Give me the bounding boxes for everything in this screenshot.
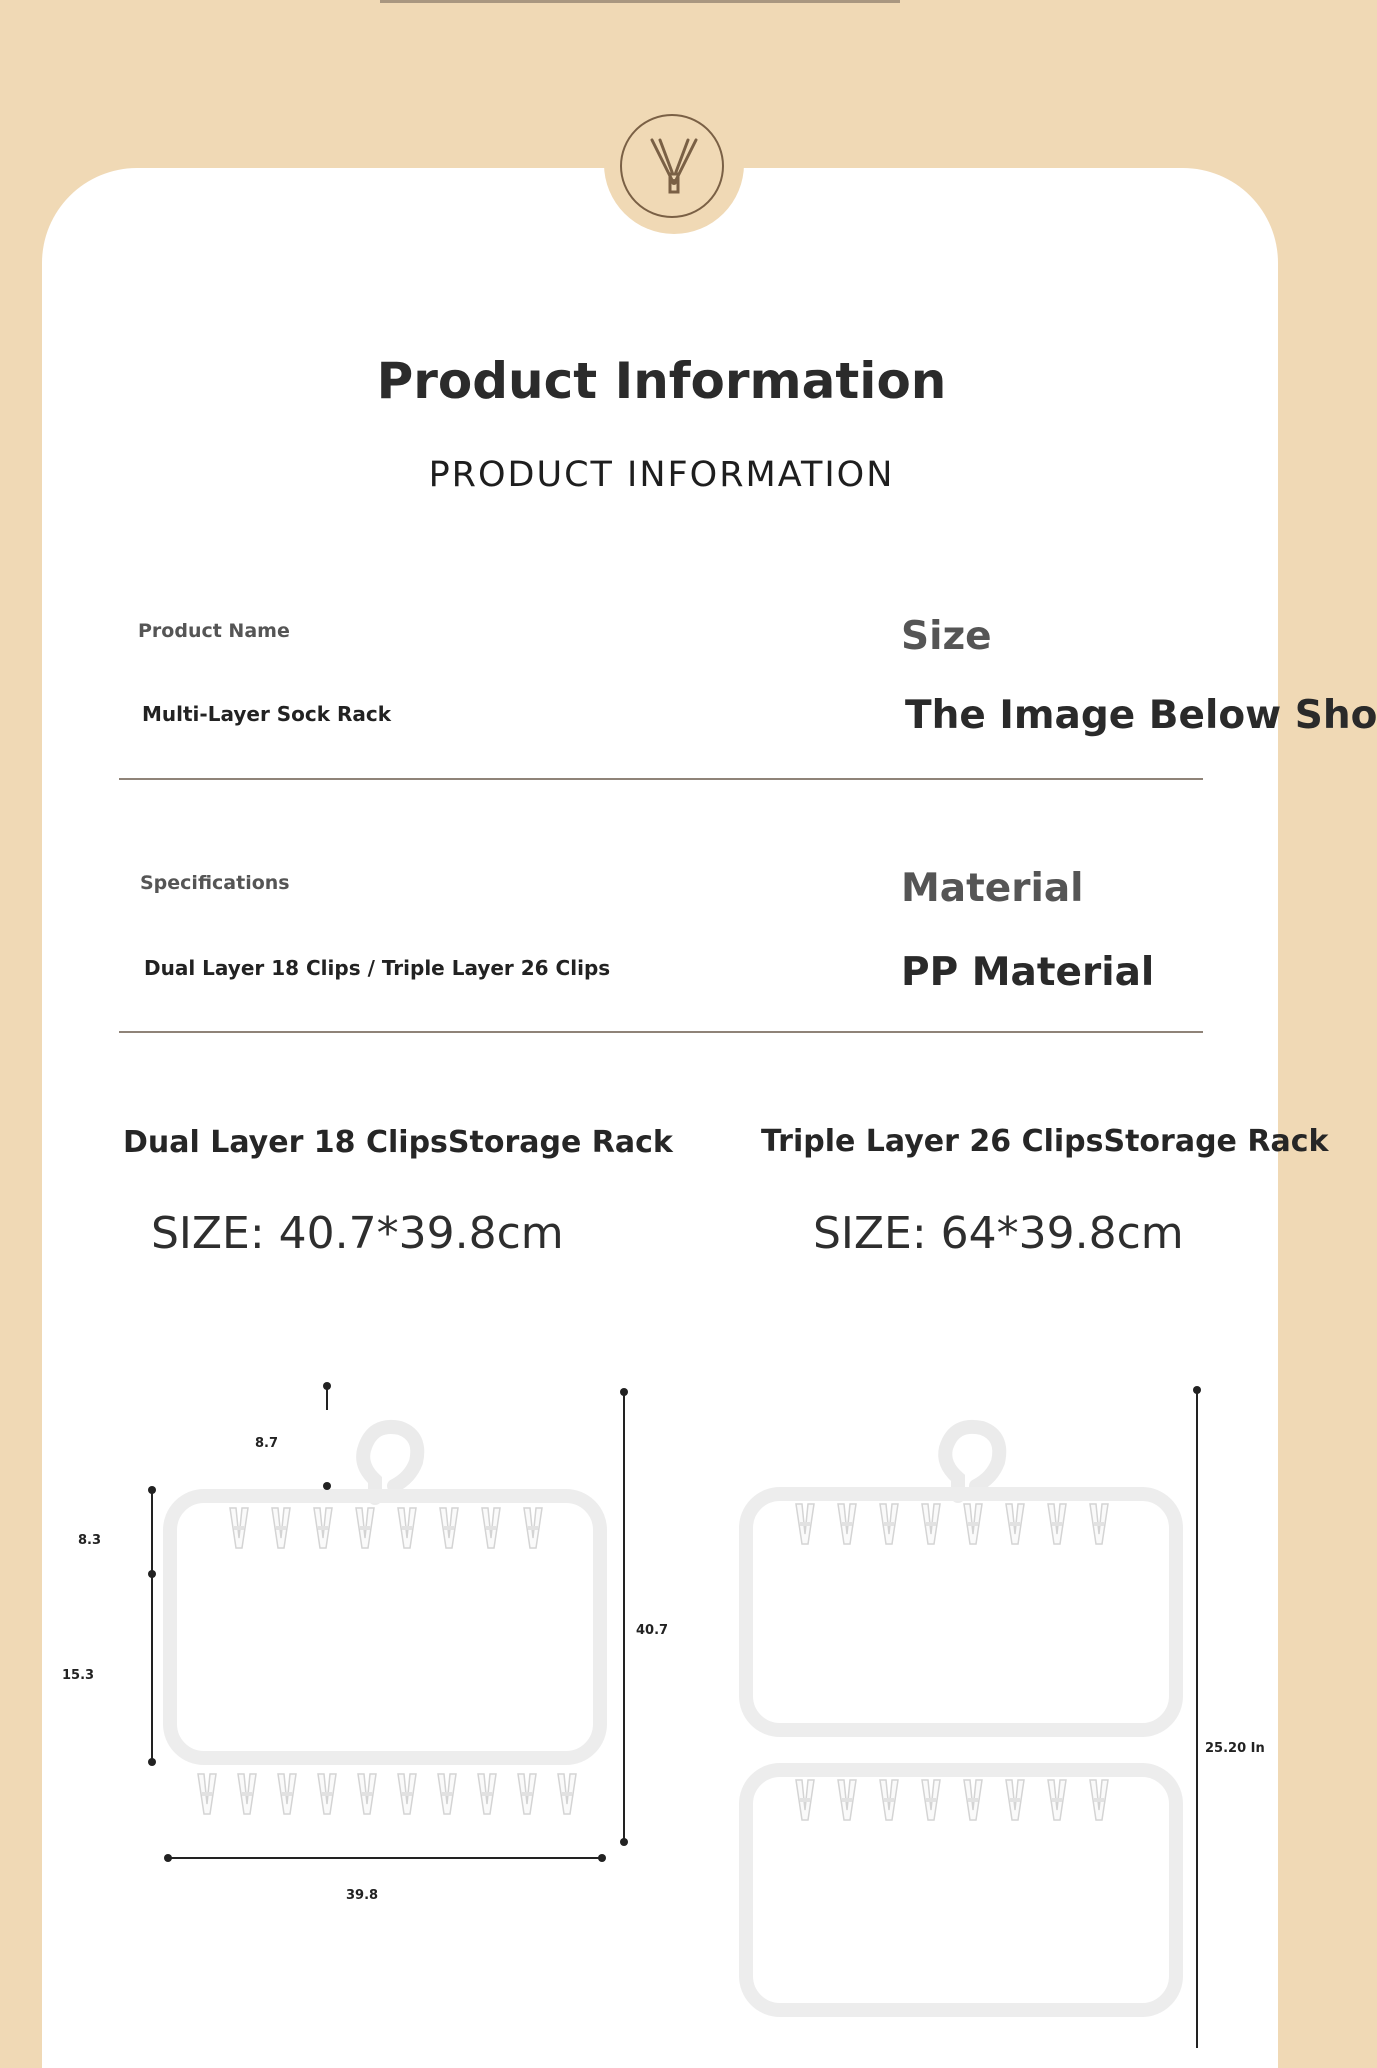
logo-badge: [620, 114, 724, 218]
page-edge: [1278, 168, 1323, 2048]
triple-rack-size: SIZE: 64*39.8cm: [813, 1208, 1184, 1259]
triple-rack-title: Triple Layer 26 ClipsStorage Rack: [761, 1124, 1329, 1159]
triple-rack-diagram: [720, 1370, 1240, 2048]
page-subtitle: PRODUCT INFORMATION: [428, 455, 895, 495]
dual-rack-size: SIZE: 40.7*39.8cm: [151, 1208, 564, 1259]
dim-top-label: 8.3: [78, 1533, 102, 1548]
clothespin-icon: [644, 134, 704, 202]
triple-dim-height-label: 25.20 In: [1205, 1741, 1265, 1756]
dim-width-label: 39.8: [346, 1888, 379, 1903]
divider: [119, 1031, 1203, 1033]
material-value: PP Material: [901, 950, 1155, 995]
dim-height-label: 40.7: [636, 1623, 669, 1638]
specifications-label: Specifications: [140, 872, 290, 894]
material-label: Material: [901, 866, 1084, 911]
product-name-value: Multi-Layer Sock Rack: [142, 702, 392, 726]
dim-middle-label: 15.3: [62, 1668, 95, 1683]
size-value: The Image Below Sho: [905, 693, 1377, 738]
product-name-label: Product Name: [138, 620, 290, 642]
specifications-value: Dual Layer 18 Clips / Triple Layer 26 Clips: [144, 956, 611, 980]
page-title: Product Information: [376, 352, 947, 410]
top-strip: [380, 0, 900, 3]
size-label: Size: [901, 614, 992, 659]
divider: [119, 778, 1203, 780]
dim-hook-label: 8.7: [255, 1436, 279, 1451]
dual-rack-diagram: [60, 1370, 660, 1910]
dual-rack-title: Dual Layer 18 ClipsStorage Rack: [123, 1125, 673, 1160]
